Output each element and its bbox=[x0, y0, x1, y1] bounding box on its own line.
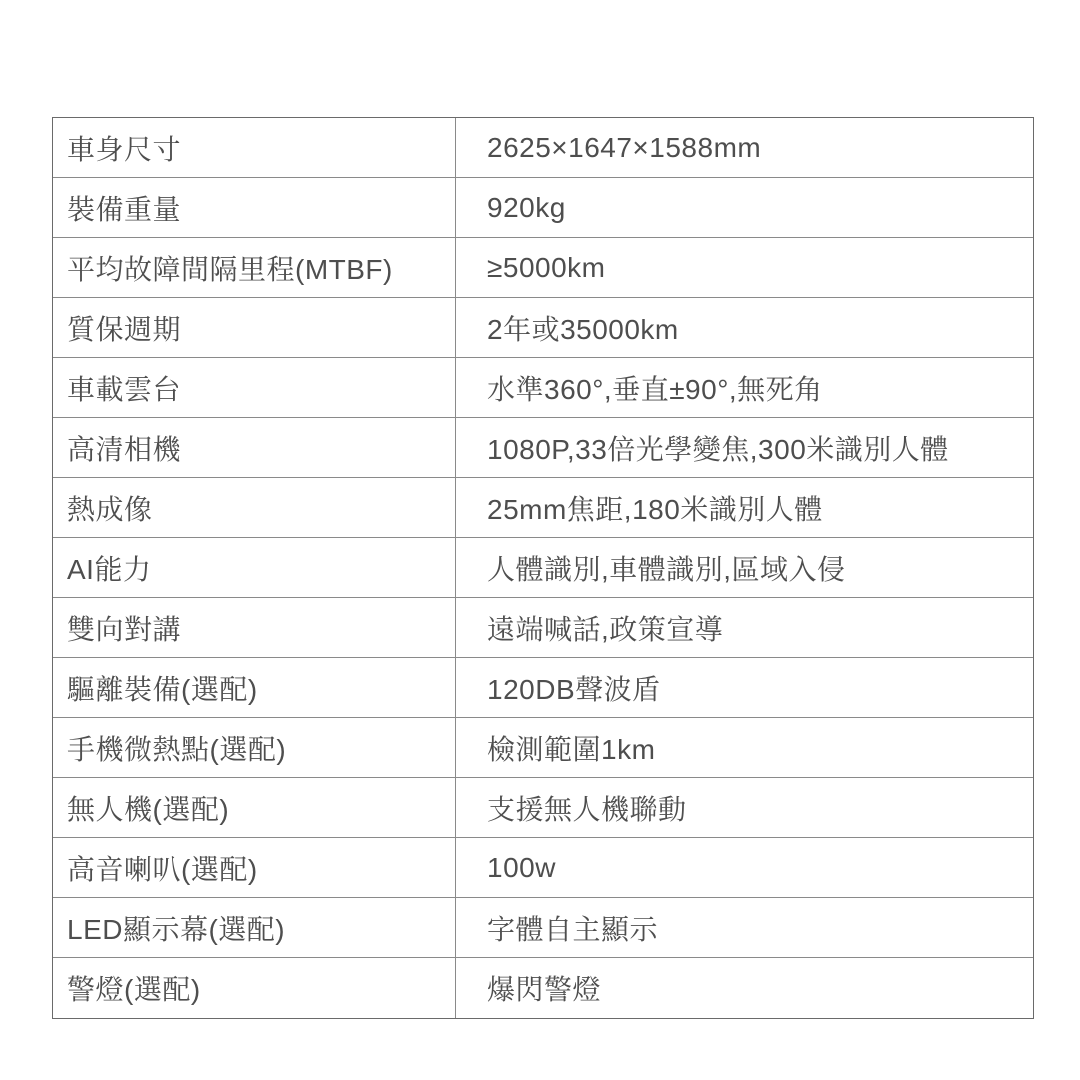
spec-label: 熱成像 bbox=[53, 478, 456, 537]
spec-value: 人體識別,車體識別,區域入侵 bbox=[487, 553, 846, 585]
spec-label: 無人機(選配) bbox=[53, 778, 456, 837]
spec-label: 高清相機 bbox=[53, 418, 456, 477]
spec-value: 100w bbox=[487, 851, 556, 883]
spec-value: 920kg bbox=[487, 191, 566, 223]
spec-label: 裝備重量 bbox=[53, 178, 456, 237]
spec-value: 爆閃警燈 bbox=[487, 974, 602, 1005]
spec-value: 120DB聲波盾 bbox=[487, 673, 661, 705]
table-row bbox=[53, 478, 1033, 538]
spec-value: 2625×1647×1588mm bbox=[487, 131, 762, 163]
spec-value: 字體自主顯示 bbox=[487, 913, 659, 945]
table-row bbox=[53, 898, 1033, 958]
spec-label: 高音喇叭(選配) bbox=[53, 838, 456, 897]
spec-value: 支援無人機聯動 bbox=[487, 793, 687, 825]
table-row bbox=[53, 538, 1033, 598]
spec-label: 質保週期 bbox=[53, 298, 456, 357]
spec-label: 驅離裝備(選配) bbox=[53, 658, 456, 717]
spec-value: 檢測範圍1km bbox=[487, 733, 656, 765]
spec-value: 2年或35000km bbox=[487, 313, 679, 345]
table-row bbox=[53, 178, 1033, 238]
table-row bbox=[53, 958, 1033, 1018]
spec-label: 平均故障間隔里程(MTBF) bbox=[53, 238, 456, 297]
spec-value: 1080P,33倍光學變焦,300米識別人體 bbox=[487, 433, 949, 465]
spec-label: LED顯示幕(選配) bbox=[53, 898, 456, 957]
table-row bbox=[53, 238, 1033, 298]
table-row bbox=[53, 418, 1033, 478]
spec-table bbox=[52, 117, 1034, 1019]
spec-label: 車載雲台 bbox=[53, 358, 456, 417]
table-row bbox=[53, 358, 1033, 418]
spec-label: 雙向對講 bbox=[53, 598, 456, 657]
spec-value: ≥5000km bbox=[487, 251, 606, 283]
spec-label: AI能力 bbox=[53, 538, 456, 597]
spec-value: 25mm焦距,180米識別人體 bbox=[487, 493, 823, 525]
table-row bbox=[53, 838, 1033, 898]
table-row bbox=[53, 778, 1033, 838]
table-row bbox=[53, 658, 1033, 718]
table-row bbox=[53, 598, 1033, 658]
spec-label: 車身尺寸 bbox=[53, 118, 456, 177]
spec-value: 遠端喊話,政策宣導 bbox=[487, 613, 724, 645]
spec-label: 手機微熱點(選配) bbox=[53, 718, 456, 777]
table-row bbox=[53, 718, 1033, 778]
spec-value: 水準360°,垂直±90°,無死角 bbox=[487, 373, 823, 405]
table-row bbox=[53, 118, 1033, 178]
spec-label: 警燈(選配) bbox=[53, 958, 456, 1018]
table-row bbox=[53, 298, 1033, 358]
